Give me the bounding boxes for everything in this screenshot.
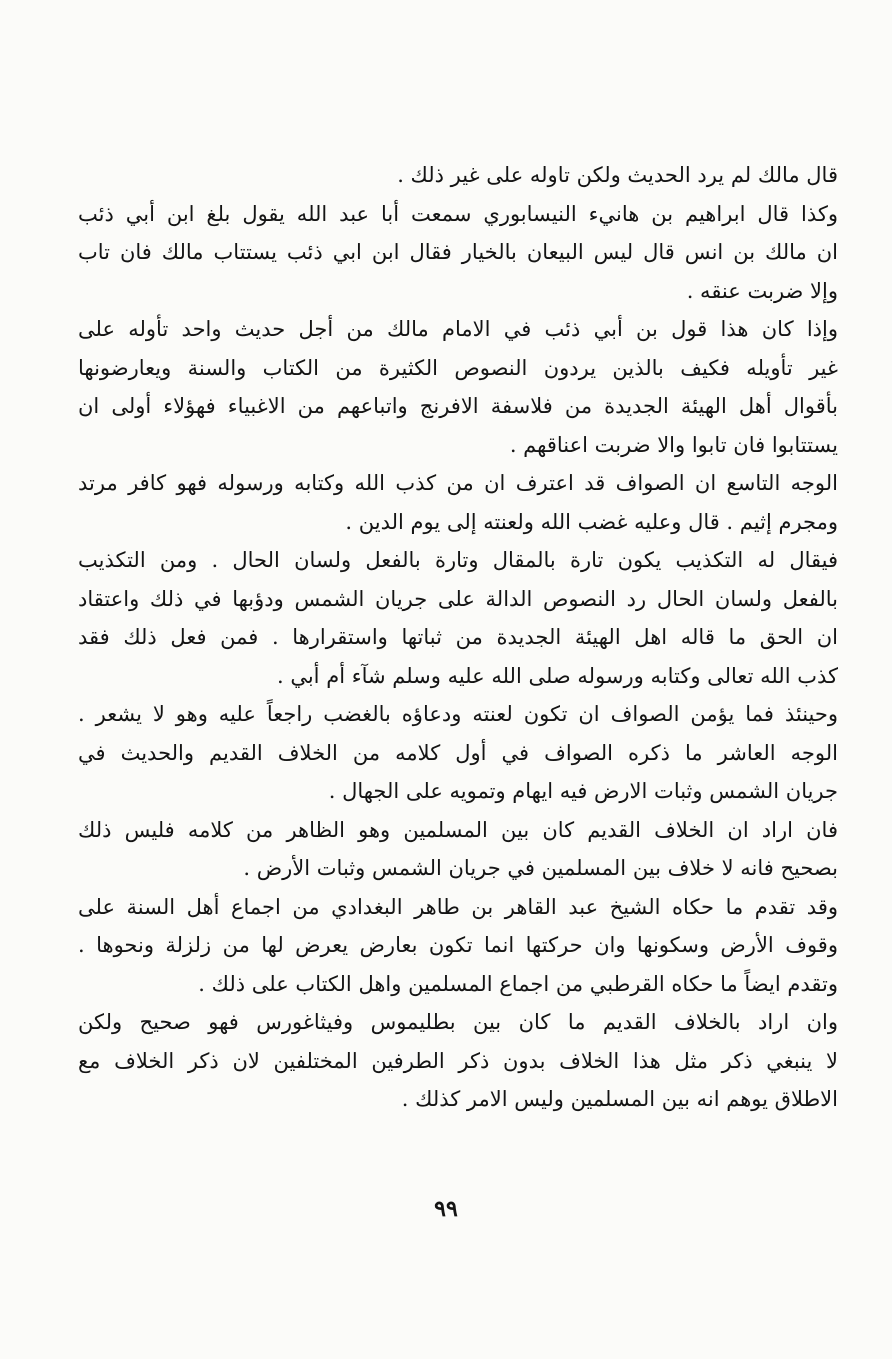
text-line: يستتابوا فان تابوا والا ضربت اعناقهم . bbox=[509, 432, 838, 457]
text-line: لا ينبغي ذكر مثل هذا الخلاف بدون ذكر الطرفين المختلفين لان ذكر الخلاف مع bbox=[78, 1048, 838, 1073]
text-line: الوجه التاسع ان الصواف قد اعترف ان من كذب الله وكتابه ورسوله فهو كافر مرتد bbox=[78, 471, 838, 495]
text-line: وكذا قال ابراهيم بن هانيء النيسابوري سمعت أبا عبد الله يقول بلغ ابن أبي ذئب bbox=[78, 201, 838, 226]
text-line: ان الحق ما قاله اهل الهيئة الجديدة من ثباتها واستقرارها . فمن فعل ذلك فقد bbox=[78, 625, 838, 649]
text-line: وحينئذ فما يؤمن الصواف ان تكون لعنته ودعاؤه بالغضب راجعاً عليه وهو لا يشعر . bbox=[78, 702, 838, 726]
text-line: بالفعل ولسان الحال رد النصوص الدالة على جريان الشمس ودؤبها في ذلك واعتقاد bbox=[78, 586, 838, 611]
body-text bbox=[78, 156, 838, 1119]
text-line: فان اراد ان الخلاف القديم كان بين المسلمين وهو الظاهر من كلامه فليس ذلك bbox=[78, 817, 838, 842]
text-line: جريان الشمس وثبات الارض فيه ايهام وتمويه على الجهال . bbox=[328, 779, 838, 803]
text-line: كذب الله تعالى وكتابه ورسوله صلى الله عليه وسلم شآء أم أبي . bbox=[276, 663, 838, 688]
text-line: الاطلاق يوهم انه بين المسلمين وليس الامر كذلك . bbox=[401, 1087, 838, 1111]
text-line: بأقوال أهل الهيئة الجديدة من فلاسفة الافرنج واتباعهم من الاغبياء فهؤلاء أولى ان bbox=[78, 394, 838, 418]
text-line: بصحيح فانه لا خلاف بين المسلمين في جريان الشمس وثبات الأرض . bbox=[243, 856, 838, 880]
text-line: غير تأويله فكيف بالذين يردون النصوص الكثيرة من الكتاب والسنة ويعارضونها bbox=[78, 355, 838, 380]
text-line: فيقال له التكذيب يكون تارة بالمقال وتارة بالفعل ولسان الحال . ومن التكذيب bbox=[78, 548, 838, 572]
text-line: ان مالك بن انس قال ليس البيعان بالخيار فقال ابن ابي ذئب يستتاب مالك فان تاب bbox=[78, 240, 838, 264]
text-line: وقد تقدم ما حكاه الشيخ عبد القاهر بن طاهر البغدادي من اجماع أهل السنة على bbox=[78, 894, 838, 919]
text-line: وإذا كان هذا قول بن أبي ذئب في الامام مالك من أجل حديث واحد تأوله على bbox=[78, 317, 838, 341]
text-line: وتقدم ايضاً ما حكاه القرطبي من اجماع المسلمين واهل الكتاب على ذلك . bbox=[198, 971, 838, 996]
text-line: الوجه العاشر ما ذكره الصواف في أول كلامه من الخلاف القديم والحديث في bbox=[78, 740, 838, 765]
text-line: وقوف الأرض وسكونها وان حركتها انما تكون بعارض يعرض لها من زلزلة ونحوها . bbox=[78, 933, 838, 957]
page-number: ٩٩ bbox=[434, 1196, 458, 1222]
text-line: وإلا ضربت عنقه . bbox=[686, 278, 838, 303]
text-line: ومجرم إثيم . قال وعليه غضب الله ولعنته إلى يوم الدين . bbox=[345, 509, 838, 534]
text-line: قال مالك لم يرد الحديث ولكن تاوله على غير ذلك . bbox=[397, 163, 838, 187]
text-line: وان اراد بالخلاف القديم ما كان بين بطليموس وفيثاغورس فهو صحيح ولكن bbox=[78, 1010, 838, 1034]
